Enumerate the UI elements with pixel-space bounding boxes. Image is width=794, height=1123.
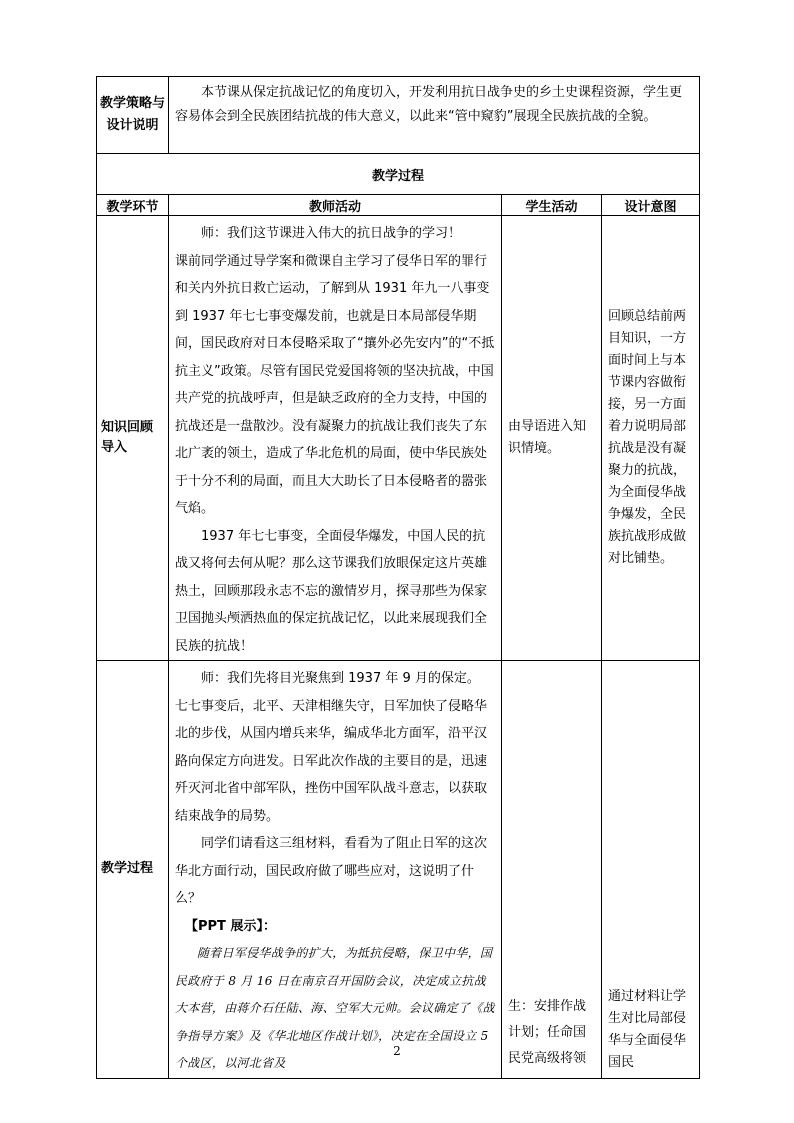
teacher-activity-cell — [169, 661, 502, 1079]
column-header-teacher: 教师活动 — [169, 195, 502, 216]
table-row — [97, 216, 700, 661]
design-intent-cell: 通过材料让学生对比局部侵华与全面侵华国民 — [602, 661, 700, 1079]
column-header-phase: 教学环节 — [97, 195, 169, 216]
student-activity-cell: 由导语进入知识情境。 — [502, 216, 602, 661]
lesson-plan-table — [96, 76, 700, 1079]
process-title-row — [97, 154, 700, 195]
strategy-text: 本节课从保定抗战记忆的角度切入，开发利用抗日战争史的乡土史课程资源，学生更容易体会到全民族团结抗战的伟大意义，以此来“管中窥豹”展现全民族抗战的全貌。 — [169, 77, 700, 154]
column-header-row — [97, 195, 700, 216]
teacher-activity-cell — [169, 216, 502, 661]
phase-cell: 知识回顾导入 — [97, 216, 169, 661]
column-header-design: 设计意图 — [602, 195, 700, 216]
teacher-paragraph: 师：我们这节课进入伟大的抗日战争的学习！ — [201, 226, 462, 241]
teacher-paragraph: 课前同学通过导学案和微课自主学习了侵华日军的罪行和关内外抗日救亡运动，了解到从 1931 年九一八事变到 1937 年七七事变爆发前，也就是日本局部侵华期间，国民政府对日本侵略采取了“攘外必先安内”的“不抵抗主义”政策。尽管有国民党爱国将领的坚决抗战，中国共产党的抗战呼声，但是缺乏政府的全力支持，中国的抗战还是一盘散沙。没有凝聚力的抗战让我们丧失了东北广袤的领土，造成了华北危机的局面，使中华民族处于十分不利的局面，而且大大助长了日本侵略者的嚣张气焰。 — [175, 253, 495, 516]
strategy-row — [97, 77, 700, 154]
ppt-quote: 随着日军侵华战争的扩大，为抵抗侵略，保卫中华，国民政府于 8 月 16 日在南京召开国防会议，决定成立抗战大本营，由蒋介石任陆、海、空军大元帅。会议确定了《战争指导方案》及《华北地区作战计划》，决定在全国设立 5 个战区，以河北省及 — [175, 946, 495, 1070]
phase-cell: 教学过程 — [97, 661, 169, 1079]
ppt-label: 【PPT 展示】： — [185, 918, 276, 934]
design-intent-cell: 回顾总结前两目知识，一方面时间上与本节课内容做衔接，另一方面着力说明局部抗战是没有凝聚力的抗战，为全面侵华战争爆发，全民族抗战形成做对比铺垫。 — [602, 216, 700, 661]
student-activity-cell: 生：安排作战计划；任命国民党高级将领 — [502, 661, 602, 1079]
column-header-student: 学生活动 — [502, 195, 602, 216]
teacher-paragraph: 师：我们先将目光聚焦到 1937 年 9 月的保定。 — [201, 671, 480, 686]
table-row — [97, 661, 700, 1079]
teacher-paragraph: 同学们请看这三组材料，看看为了阻止日军的这次华北方面行动，国民政府做了哪些应对，这说明了什么？ — [175, 836, 488, 906]
teacher-paragraph: 七七事变后，北平、天津相继失守，日军加快了侵略华北的步伐，从国内增兵来华，编成华北方面军，沿平汉路向保定方向进发。日军此次作战的主要目的是，迅速歼灭河北省中部军队，挫伤中国军队战斗意志，以获取结束战争的局势。 — [175, 698, 488, 824]
strategy-label: 教学策略与设计说明 — [97, 77, 169, 154]
process-title: 教学过程 — [97, 154, 700, 195]
teacher-paragraph: 1937 年七七事变，全面侵华爆发，中国人民的抗战又将何去何从呢？那么这节课我们放眼保定这片英雄热土，回顾那段永志不忘的激情岁月，探寻那些为保家卫国抛头颅洒热血的保定抗战记忆，以此来展现我们全民族的抗战！ — [175, 528, 488, 654]
page-number: 2 — [393, 1044, 401, 1058]
